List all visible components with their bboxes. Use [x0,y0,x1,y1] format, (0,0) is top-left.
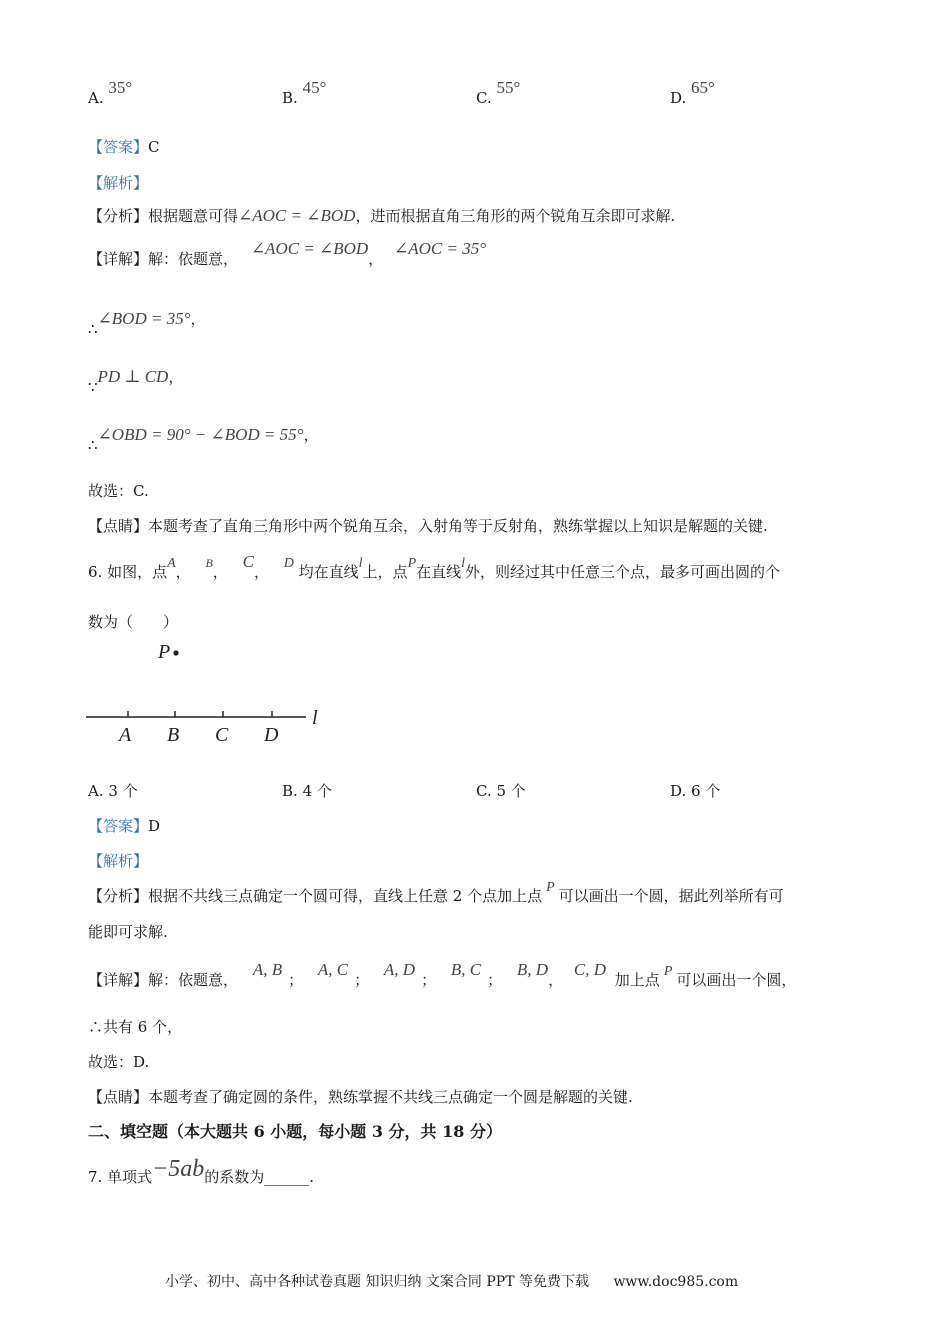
figure-label-d: D [264,724,279,746]
q6-option-a: A. 3 个 [88,782,138,800]
footer-url[interactable]: www.doc985.com [613,1274,739,1290]
q5-xiangjie: 【详解】解：依题意， ∠AOC = ∠BOD， ∠AOC = 35° [88,239,487,268]
q5-step2: ∵PD ⊥ CD， [88,367,184,396]
q6-gongyou: ∴共有 6 个， [88,1018,183,1036]
figure-point-p [173,650,178,655]
q5-option-d: D. 65° [670,78,715,107]
figure-point-p-label: P [158,641,171,663]
q5-step3: ∴∠OBD = 90° − ∠BOD = 55°， [88,425,319,454]
q5-step1: ∴∠BOD = 35°， [88,309,206,338]
q6-xiangjie: 【详解】解：依题意， A, B； A, C； A, D； B, C； B, D， C, D 加上点 P 可以画出一个圆， [88,960,797,989]
q5-option-a: A. 35° [88,78,133,107]
q5-fenxi: 【分析】根据题意可得∠AOC = ∠BOD，进而根据直角三角形的两个锐角互余即可求解. [88,206,676,225]
q6-stem-cont: 数为（ ） [88,613,179,631]
q6-fenxi: 【分析】根据不共线三点确定一个圆可得，直线上任意 2 个点加上点 P 可以画出一个圆，据此列举所有可 [88,880,784,905]
q5-dianjing: 【点睛】本题考查了直角三角形中两个锐角互余，入射角等于反射角，熟练掌握以上知识是解题的关键. [88,517,768,535]
q6-option-b: B. 4 个 [282,782,332,800]
figure-line-label: l [312,707,318,729]
q6-figure [80,636,340,752]
q6-jiexi: 【解析】 [88,852,149,870]
q6-fenxi-cont: 能即可求解. [88,923,168,941]
q6-stem: 6. 如图，点A， $^B$， C， D 均在直线l上，点P在直线l外，则经过其中任意三个点，最多可画出圆的个 [88,552,781,581]
section2-title: 二、填空题（本大题共 6 小题，每小题 3 分，共 18 分） [88,1122,502,1141]
q5-answer: 【答案】C [88,138,160,156]
footer [165,1271,738,1291]
figure-label-c: C [215,724,229,746]
q5-option-b: B. 45° [282,78,327,107]
q5-jiexi: 【解析】 [88,174,149,192]
q5-guxuan: 故选：C. [88,482,149,500]
q5-option-c: C. 55° [476,78,521,107]
footer-text: 小学、初中、高中各种试卷真题 知识归纳 文案合同 PPT 等免费下载 [165,1274,589,1290]
q6-guxuan: 故选：D. [88,1053,150,1071]
q6-option-d: D. 6 个 [670,782,721,800]
q6-option-c: C. 5 个 [476,782,526,800]
q6-answer: 【答案】D [88,817,161,835]
q7-stem: 7. 单项式−5ab的系数为______. [88,1156,315,1186]
figure-label-b: B [167,724,180,746]
figure-label-a: A [119,724,132,746]
q6-dianjing: 【点睛】本题考查了确定圆的条件，熟练掌握不共线三点确定一个圆是解题的关键. [88,1088,633,1106]
